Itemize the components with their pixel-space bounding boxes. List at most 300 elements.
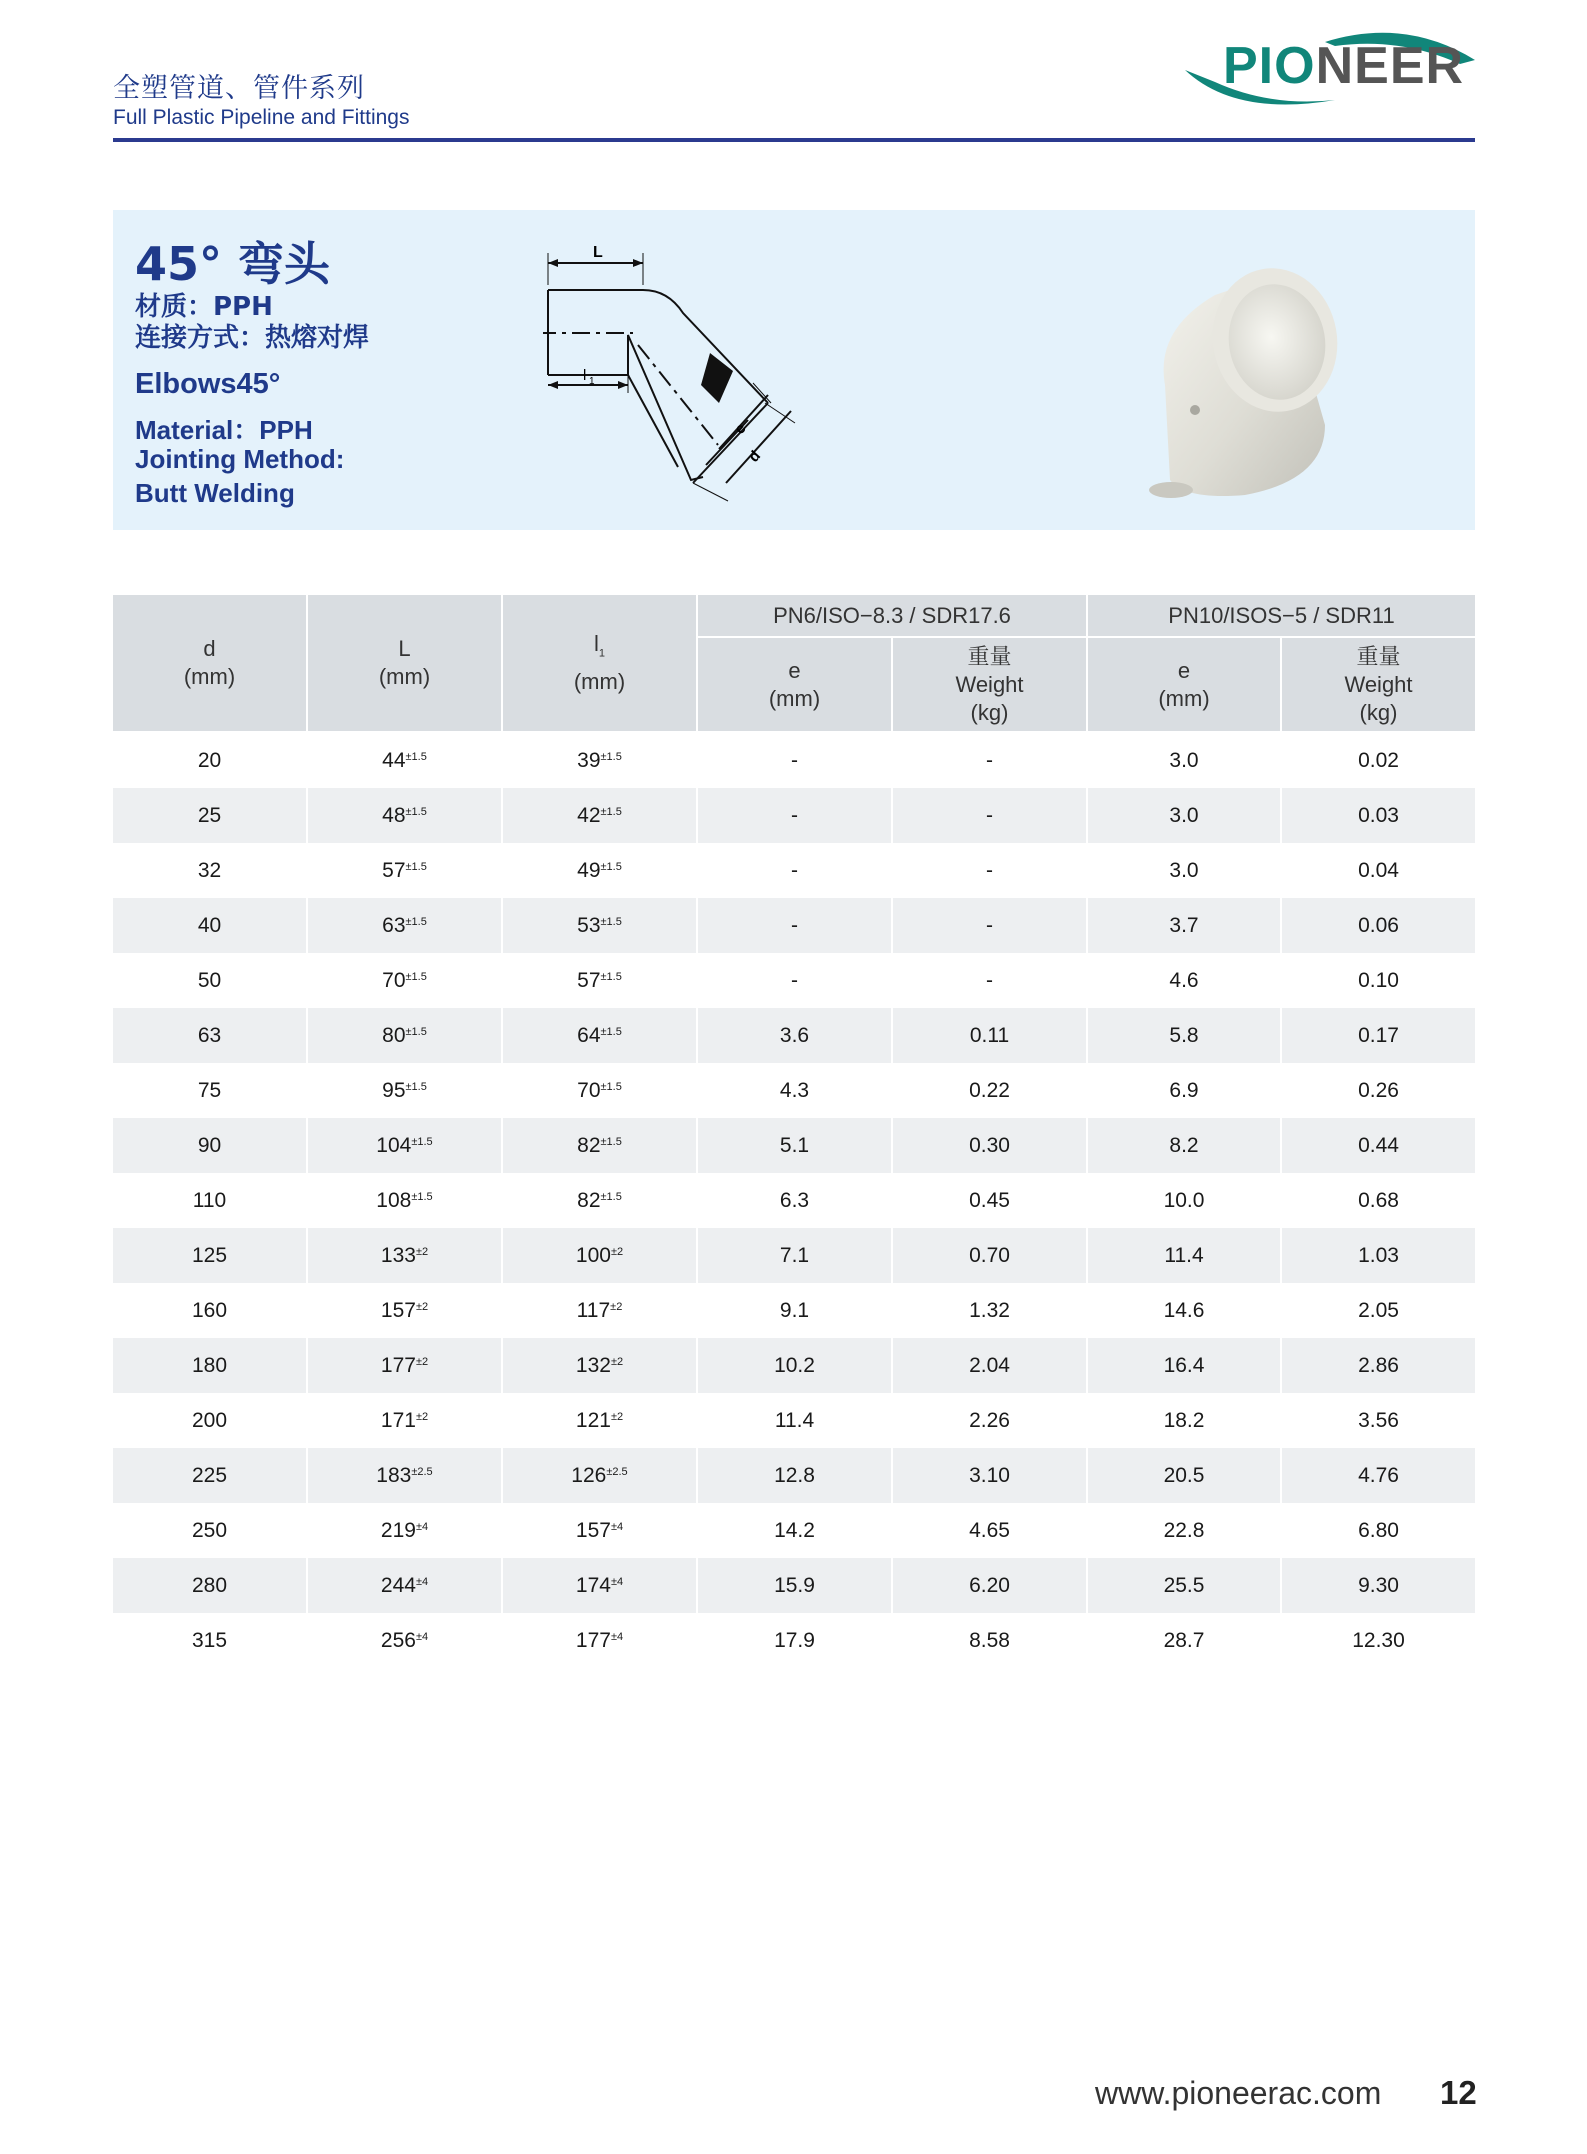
cell-l1-tolerance: ±1.5 — [600, 750, 622, 763]
cell-l1-value: 82 — [577, 1188, 601, 1212]
cell-l1 — [502, 1558, 697, 1613]
cell-weight-pn6-value: 6.20 — [969, 1573, 1010, 1597]
table-row — [113, 1173, 1475, 1228]
table-row — [113, 1338, 1475, 1393]
cell-weight-pn10-value: 12.30 — [1352, 1628, 1405, 1652]
cell-L-value: 177 — [380, 1353, 416, 1377]
cell-L — [307, 898, 502, 953]
cell-e-pn10-value: 5.8 — [1169, 1023, 1199, 1047]
cell-e-pn6 — [697, 1283, 892, 1338]
header-group-pn6: PN6/ISO−8.3 / SDR17.6 — [697, 595, 1087, 637]
cell-l1 — [502, 1283, 697, 1338]
cell-d-value: 160 — [191, 1298, 228, 1322]
cell-L — [307, 1118, 502, 1173]
cell-e-pn6 — [697, 1338, 892, 1393]
cell-L — [307, 732, 502, 788]
cell-d — [113, 1118, 307, 1173]
series-title-en: Full Plastic Pipeline and Fittings — [113, 106, 410, 129]
table-row — [113, 1118, 1475, 1173]
drawing-label-l1-sub: 1 — [589, 376, 595, 387]
cell-e-pn6-value: 10.2 — [774, 1353, 815, 1377]
cell-L-tolerance: ±2 — [415, 1410, 429, 1423]
header-l1-sub: 1 — [598, 647, 605, 660]
cell-l1-value: 64 — [577, 1023, 601, 1047]
cell-weight-pn6 — [892, 1173, 1087, 1228]
cell-l1-tolerance: ±1.5 — [600, 805, 622, 818]
cell-l1 — [502, 1118, 697, 1173]
cell-weight-pn6 — [892, 1503, 1087, 1558]
cell-d-value: 250 — [191, 1518, 228, 1542]
cell-e-pn10-value: 10.0 — [1163, 1188, 1205, 1212]
cell-weight-pn6-value: 2.26 — [969, 1408, 1010, 1432]
cell-weight-pn6-value: 1.32 — [969, 1298, 1010, 1322]
product-panel — [113, 210, 1475, 530]
cell-l1 — [502, 1503, 697, 1558]
cell-weight-pn6 — [892, 732, 1087, 788]
cell-e-pn10-value: 14.6 — [1163, 1298, 1205, 1322]
cell-weight-pn6-value: 2.04 — [969, 1353, 1010, 1377]
cell-L-value: 95 — [382, 1078, 406, 1102]
cell-e-pn6 — [697, 1173, 892, 1228]
header-weight-unit: (kg) — [970, 699, 1009, 725]
cell-weight-pn6 — [892, 953, 1087, 1008]
header-e-unit: (mm) — [1158, 685, 1210, 711]
cell-l1-tolerance: ±4 — [610, 1575, 624, 1588]
header-divider — [113, 138, 1475, 142]
cell-e-pn10 — [1087, 898, 1281, 953]
cell-l1-value: 57 — [577, 968, 601, 992]
cell-l1-tolerance: ±2.5 — [606, 1465, 628, 1478]
cell-L — [307, 1063, 502, 1118]
elbow-product-photo — [1125, 250, 1475, 510]
cell-l1-value: 53 — [577, 913, 601, 937]
cell-e-pn6-value: - — [791, 968, 798, 992]
cell-d-value: 20 — [197, 748, 222, 772]
cell-e-pn6-value: 11.4 — [774, 1408, 815, 1432]
table-row — [113, 843, 1475, 898]
drawing-label-l1: l — [583, 367, 587, 384]
cell-weight-pn10 — [1281, 1173, 1475, 1228]
cell-L — [307, 1503, 502, 1558]
cell-l1 — [502, 1613, 697, 1668]
cell-weight-pn10-value: 9.30 — [1358, 1573, 1399, 1597]
cell-weight-pn6 — [892, 843, 1087, 898]
cell-L-value: 244 — [380, 1573, 416, 1597]
cell-weight-pn10-value: 0.17 — [1358, 1023, 1399, 1047]
cell-L-tolerance: ±1.5 — [405, 915, 427, 928]
cell-e-pn10-value: 18.2 — [1163, 1408, 1205, 1432]
header-weight-en: Weight — [955, 671, 1024, 697]
cell-e-pn6-value: 4.3 — [779, 1078, 810, 1102]
cell-e-pn6 — [697, 1228, 892, 1283]
cell-d-value: 32 — [197, 858, 222, 882]
material-en: Material：PPH — [135, 415, 313, 445]
cell-l1-value: 42 — [577, 803, 601, 827]
cell-e-pn6 — [697, 1008, 892, 1063]
cell-L — [307, 1558, 502, 1613]
cell-weight-pn10-value: 6.80 — [1358, 1518, 1399, 1542]
header-d — [113, 595, 307, 732]
cell-L-value: 171 — [380, 1408, 416, 1432]
cell-weight-pn6-value: - — [986, 748, 993, 772]
cell-weight-pn10-value: 0.44 — [1358, 1133, 1399, 1157]
cell-e-pn6-value: 6.3 — [779, 1188, 810, 1212]
header-weight-en: Weight — [1344, 671, 1413, 697]
cell-e-pn10 — [1087, 953, 1281, 1008]
cell-L-tolerance: ±2.5 — [411, 1465, 433, 1478]
header-weight-cn: 重量 — [967, 643, 1012, 669]
cell-weight-pn10 — [1281, 1393, 1475, 1448]
cell-L — [307, 1448, 502, 1503]
table-row — [113, 788, 1475, 843]
cell-l1-tolerance: ±1.5 — [600, 970, 622, 983]
cell-l1-tolerance: ±2 — [610, 1355, 624, 1368]
cell-weight-pn10 — [1281, 953, 1475, 1008]
cell-l1 — [502, 1228, 697, 1283]
cell-l1-value: 177 — [575, 1628, 611, 1652]
cell-l1 — [502, 1008, 697, 1063]
cell-weight-pn6 — [892, 1063, 1087, 1118]
cell-L-value: 44 — [382, 748, 406, 772]
cell-weight-pn6 — [892, 1283, 1087, 1338]
cell-L-tolerance: ±2 — [415, 1300, 429, 1313]
jointing-method-en: Jointing Method: — [135, 444, 345, 474]
cell-e-pn6 — [697, 1063, 892, 1118]
cell-e-pn10 — [1087, 788, 1281, 843]
cell-weight-pn10-value: 0.06 — [1358, 913, 1399, 937]
cell-d-value: 200 — [191, 1408, 228, 1432]
cell-weight-pn6-value: - — [986, 858, 993, 882]
cell-e-pn10 — [1087, 1393, 1281, 1448]
cell-weight-pn6 — [892, 1393, 1087, 1448]
product-name-en: Elbows45° — [135, 368, 281, 400]
cell-d-value: 110 — [192, 1188, 227, 1212]
cell-l1 — [502, 1393, 697, 1448]
cell-d-value: 180 — [191, 1353, 228, 1377]
header-weight-unit: (kg) — [1359, 699, 1398, 725]
cell-e-pn6 — [697, 1613, 892, 1668]
cell-d — [113, 1338, 307, 1393]
cell-d-value: 125 — [191, 1243, 228, 1267]
cell-L-value: 108 — [376, 1188, 412, 1212]
table-row — [113, 1558, 1475, 1613]
cell-l1 — [502, 1063, 697, 1118]
cell-l1-value: 49 — [577, 858, 601, 882]
cell-weight-pn6-value: 8.58 — [969, 1628, 1010, 1652]
cell-weight-pn10 — [1281, 1558, 1475, 1613]
cell-e-pn6-value: 3.6 — [779, 1023, 810, 1047]
cell-L-value: 157 — [380, 1298, 416, 1322]
cell-weight-pn6-value: 0.70 — [969, 1243, 1010, 1267]
cell-e-pn6-value: - — [791, 803, 798, 827]
cell-d — [113, 843, 307, 898]
cell-weight-pn6 — [892, 1008, 1087, 1063]
cell-e-pn6-value: 5.1 — [779, 1133, 810, 1157]
cell-L-tolerance: ±1.5 — [411, 1135, 433, 1148]
cell-d-value: 225 — [191, 1463, 228, 1487]
cell-e-pn10-value: 20.5 — [1163, 1463, 1205, 1487]
cell-l1 — [502, 953, 697, 1008]
header-group-pn10: PN10/ISOS−5 / SDR11 — [1087, 595, 1475, 637]
cell-e-pn6-value: 14.2 — [774, 1518, 815, 1542]
cell-l1-value: 117 — [576, 1298, 611, 1322]
cell-L-value: 63 — [382, 913, 406, 937]
table-row — [113, 898, 1475, 953]
cell-d — [113, 732, 307, 788]
cell-e-pn10-value: 25.5 — [1163, 1573, 1205, 1597]
cell-e-pn10-value: 3.0 — [1169, 748, 1199, 772]
cell-d-value: 280 — [191, 1573, 228, 1597]
header-L — [307, 595, 502, 732]
header-l1-label: l — [593, 631, 599, 657]
cell-L-tolerance: ±4 — [415, 1630, 429, 1643]
header-weight-cn: 重量 — [1356, 643, 1401, 669]
cell-d-value: 75 — [197, 1078, 222, 1102]
cell-L — [307, 1393, 502, 1448]
cell-weight-pn6 — [892, 1448, 1087, 1503]
cell-e-pn6-value: 17.9 — [774, 1628, 815, 1652]
cell-e-pn6-value: 7.1 — [779, 1243, 810, 1267]
cell-weight-pn6 — [892, 1338, 1087, 1393]
cell-e-pn10 — [1087, 1008, 1281, 1063]
cell-d-value: 63 — [197, 1023, 222, 1047]
cell-d — [113, 1448, 307, 1503]
cell-l1 — [502, 898, 697, 953]
header-l1 — [502, 595, 697, 732]
cell-L — [307, 788, 502, 843]
cell-weight-pn10 — [1281, 1448, 1475, 1503]
cell-L-tolerance: ±4 — [415, 1575, 429, 1588]
cell-e-pn10-value: 8.2 — [1169, 1133, 1199, 1157]
cell-weight-pn6-value: - — [986, 913, 993, 937]
cell-e-pn6 — [697, 1118, 892, 1173]
page-number: 12 — [1440, 2074, 1477, 2111]
cell-e-pn6 — [697, 1448, 892, 1503]
cell-e-pn10 — [1087, 1173, 1281, 1228]
header-l1-unit: (mm) — [573, 668, 626, 694]
cell-e-pn6-value: 15.9 — [774, 1573, 815, 1597]
cell-L-tolerance: ±1.5 — [405, 750, 427, 763]
cell-e-pn10-value: 3.7 — [1169, 913, 1199, 937]
cell-d-value: 315 — [191, 1628, 228, 1652]
cell-l1-value: 132 — [575, 1353, 611, 1377]
header-d-label: d — [203, 636, 216, 661]
cell-l1-value: 100 — [575, 1243, 611, 1267]
drawing-label-e: e — [731, 420, 750, 438]
cell-weight-pn6 — [892, 1118, 1087, 1173]
cell-e-pn10 — [1087, 1558, 1281, 1613]
cell-e-pn6-value: - — [791, 748, 798, 772]
cell-weight-pn10 — [1281, 1118, 1475, 1173]
cell-L-value: 256 — [380, 1628, 416, 1652]
cell-L — [307, 953, 502, 1008]
cell-L-value: 183 — [376, 1463, 412, 1487]
cell-l1-value: 157 — [575, 1518, 611, 1542]
table-row — [113, 1008, 1475, 1063]
cell-weight-pn10 — [1281, 1063, 1475, 1118]
cell-weight-pn10 — [1281, 1338, 1475, 1393]
cell-l1-tolerance: ±1.5 — [600, 915, 622, 928]
cell-L-tolerance: ±1.5 — [405, 1025, 427, 1038]
dimension-table-wrapper — [113, 595, 1475, 1668]
cell-d-value: 25 — [197, 803, 222, 827]
cell-e-pn10 — [1087, 1118, 1281, 1173]
cell-weight-pn10 — [1281, 1228, 1475, 1283]
product-title-cn: 45° 弯头 — [135, 237, 331, 291]
table-row — [113, 1613, 1475, 1668]
cell-l1-value: 82 — [577, 1133, 601, 1157]
cell-weight-pn10 — [1281, 1283, 1475, 1338]
cell-L-tolerance: ±4 — [415, 1520, 429, 1533]
cell-e-pn10 — [1087, 1613, 1281, 1668]
cell-L-value: 80 — [382, 1023, 406, 1047]
cell-d — [113, 1613, 307, 1668]
cell-L-value: 70 — [382, 968, 406, 992]
table-row — [113, 1393, 1475, 1448]
cell-L — [307, 1228, 502, 1283]
cell-l1-value: 121 — [575, 1408, 611, 1432]
cell-d — [113, 1283, 307, 1338]
cell-L-tolerance: ±1.5 — [405, 1080, 427, 1093]
cell-L — [307, 1173, 502, 1228]
cell-L-value: 57 — [382, 858, 406, 882]
cell-e-pn10 — [1087, 1283, 1281, 1338]
cell-l1-value: 39 — [577, 748, 601, 772]
butt-welding-en: Butt Welding — [135, 478, 295, 508]
cell-L — [307, 1283, 502, 1338]
header-e-label: e — [1177, 657, 1191, 683]
cell-L-tolerance: ±1.5 — [405, 860, 427, 873]
cell-e-pn10 — [1087, 1228, 1281, 1283]
pioneer-logo — [1175, 22, 1480, 112]
cell-e-pn10-value: 11.4 — [1164, 1243, 1204, 1267]
header-weight-pn10 — [1281, 637, 1475, 732]
cell-weight-pn10-value: 4.76 — [1358, 1463, 1399, 1487]
cell-e-pn6 — [697, 1393, 892, 1448]
cell-d-value: 50 — [197, 968, 222, 992]
cell-weight-pn6-value: - — [986, 803, 993, 827]
cell-e-pn6 — [697, 953, 892, 1008]
header-weight-pn6 — [892, 637, 1087, 732]
cell-l1-tolerance: ±1.5 — [600, 1135, 622, 1148]
cell-L-tolerance: ±2 — [415, 1355, 429, 1368]
cell-l1 — [502, 1173, 697, 1228]
cell-l1-tolerance: ±2 — [610, 1245, 624, 1258]
cell-l1-tolerance: ±1.5 — [600, 1190, 622, 1203]
cell-L-value: 133 — [380, 1243, 416, 1267]
cell-e-pn10-value: 3.0 — [1169, 803, 1199, 827]
table-row — [113, 1283, 1475, 1338]
cell-e-pn10 — [1087, 1063, 1281, 1118]
cell-weight-pn10-value: 0.68 — [1358, 1188, 1399, 1212]
cell-l1-value: 174 — [575, 1573, 611, 1597]
cell-weight-pn10 — [1281, 1503, 1475, 1558]
table-row — [113, 732, 1475, 788]
cell-e-pn10 — [1087, 1338, 1281, 1393]
cell-d — [113, 1063, 307, 1118]
cell-l1 — [502, 732, 697, 788]
cell-e-pn10 — [1087, 732, 1281, 788]
header-d-unit: (mm) — [183, 664, 236, 689]
dimension-table-body — [113, 732, 1475, 1668]
cell-weight-pn10-value: 1.03 — [1358, 1243, 1399, 1267]
header-L-unit: (mm) — [378, 664, 431, 689]
cell-d — [113, 1393, 307, 1448]
cell-e-pn6 — [697, 1503, 892, 1558]
header-e-pn6 — [697, 637, 892, 732]
header-e-unit: (mm) — [768, 685, 821, 711]
drawing-label-L: L — [593, 244, 603, 261]
cell-d — [113, 1558, 307, 1613]
cell-l1-value: 126 — [571, 1463, 607, 1487]
elbow-technical-drawing — [543, 235, 1013, 510]
cell-e-pn6-value: 9.1 — [779, 1298, 810, 1322]
cell-l1-tolerance: ±4 — [610, 1520, 624, 1533]
website-url: www.pioneerac.com — [1095, 2075, 1382, 2111]
cell-e-pn6-value: - — [791, 858, 798, 882]
cell-weight-pn10-value: 0.02 — [1358, 748, 1399, 772]
logo-text: PIONEER — [1223, 37, 1465, 95]
cell-weight-pn10 — [1281, 1613, 1475, 1668]
cell-d — [113, 953, 307, 1008]
cell-weight-pn6 — [892, 788, 1087, 843]
cell-weight-pn6-value: - — [986, 968, 993, 992]
table-row — [113, 953, 1475, 1008]
drawing-label-d: d — [745, 447, 765, 466]
cell-l1-tolerance: ±1.5 — [600, 860, 622, 873]
cell-weight-pn10 — [1281, 1008, 1475, 1063]
cell-weight-pn6 — [892, 1613, 1087, 1668]
cell-L-value: 104 — [376, 1133, 412, 1157]
cell-e-pn10 — [1087, 1448, 1281, 1503]
cell-weight-pn10-value: 3.56 — [1358, 1408, 1399, 1432]
table-row — [113, 1503, 1475, 1558]
cell-l1 — [502, 843, 697, 898]
cell-weight-pn6-value: 0.22 — [969, 1078, 1010, 1102]
cell-weight-pn6-value: 4.65 — [969, 1518, 1010, 1542]
dimension-table — [113, 595, 1475, 1668]
cell-weight-pn6-value: 0.45 — [969, 1188, 1010, 1212]
cell-d — [113, 898, 307, 953]
table-row — [113, 1063, 1475, 1118]
cell-weight-pn6-value: 3.10 — [969, 1463, 1010, 1487]
material-cn: 材质：PPH — [135, 292, 273, 322]
cell-d — [113, 1173, 307, 1228]
cell-weight-pn10-value: 0.03 — [1358, 803, 1399, 827]
cell-weight-pn10-value: 0.26 — [1358, 1078, 1399, 1102]
header-e-label: e — [788, 657, 801, 683]
cell-e-pn10-value: 28.7 — [1163, 1628, 1205, 1652]
cell-l1-tolerance: ±1.5 — [600, 1080, 622, 1093]
cell-e-pn6 — [697, 898, 892, 953]
cell-l1-tolerance: ±1.5 — [600, 1025, 622, 1038]
cell-e-pn6 — [697, 843, 892, 898]
cell-weight-pn10 — [1281, 898, 1475, 953]
cell-weight-pn10 — [1281, 843, 1475, 898]
cell-e-pn10-value: 3.0 — [1169, 858, 1199, 882]
cell-l1-value: 70 — [577, 1078, 601, 1102]
cell-e-pn6 — [697, 1558, 892, 1613]
cell-d — [113, 1228, 307, 1283]
cell-weight-pn10-value: 0.04 — [1358, 858, 1399, 882]
cell-e-pn10-value: 16.4 — [1163, 1353, 1205, 1377]
cell-e-pn6-value: - — [791, 913, 798, 937]
cell-weight-pn6-value: 0.11 — [969, 1023, 1010, 1047]
cell-d-value: 90 — [197, 1133, 222, 1157]
jointing-cn: 连接方式：热熔对焊 — [135, 323, 370, 353]
cell-L — [307, 1008, 502, 1063]
cell-l1-tolerance: ±4 — [610, 1630, 624, 1643]
